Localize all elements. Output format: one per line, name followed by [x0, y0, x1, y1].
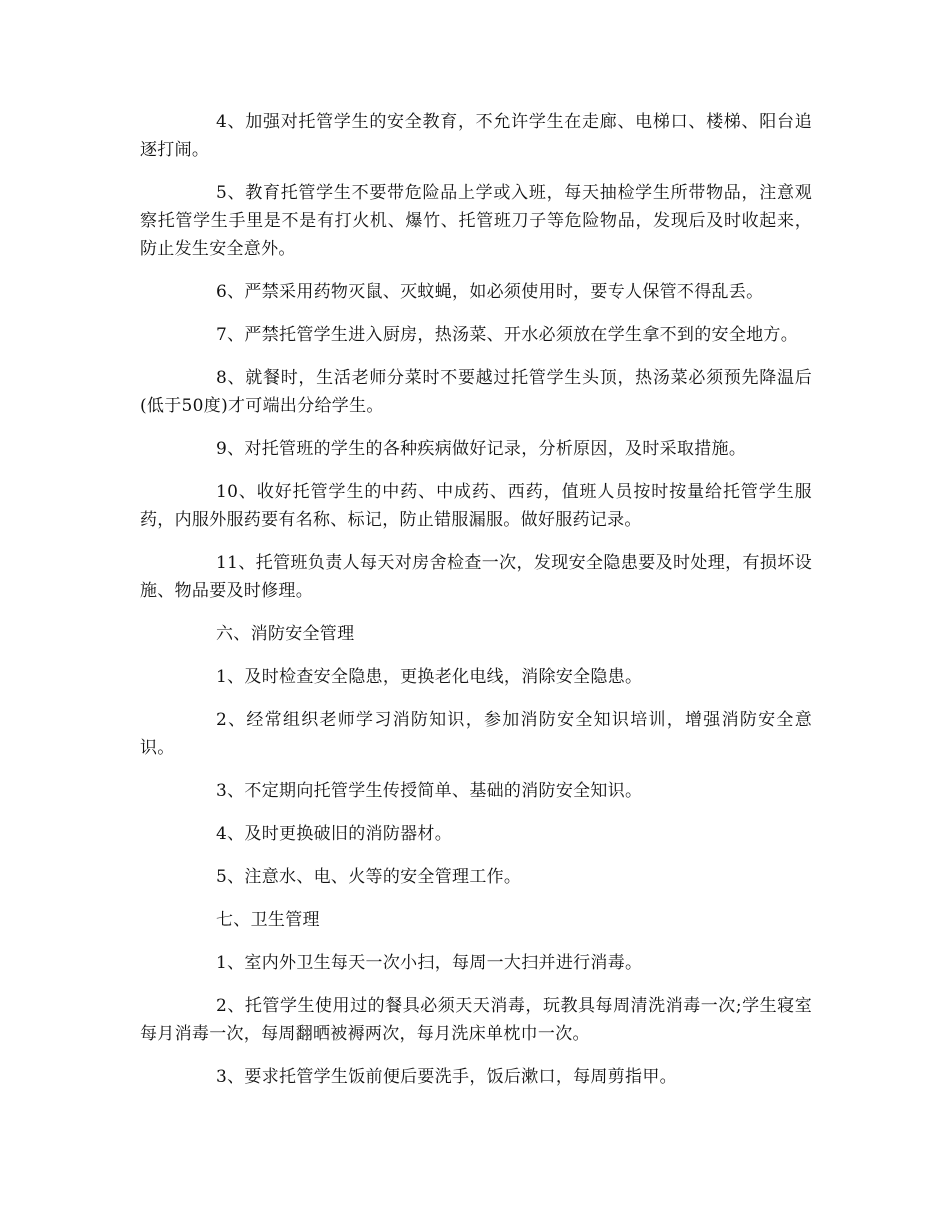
paragraph-kitchen-ban: 7、严禁托管学生进入厨房，热汤菜、开水必须放在学生拿不到的安全地方。 [216, 325, 799, 345]
paragraph-disinfection: 2、托管学生使用过的餐具必须天天消毒，玩教具每周清洗消毒一次;学生寝室每月消毒一次，每周翻晒被褥两次，每月洗床单枕巾一次。 [140, 996, 812, 1044]
paragraph-fire-equipment: 4、及时更换破旧的消防器材。 [216, 824, 453, 844]
paragraph-cleaning: 1、室内外卫生每天一次小扫，每周一大扫并进行消毒。 [216, 953, 643, 973]
paragraph-dangerous-items: 5、教育托管学生不要带危险品上学或入班，每天抽检学生所带物品，注意观察托管学生手里是不是有打火机、爆竹、托管班刀子等危险物品，发现后及时收起来，防止发生安全意外。 [140, 183, 812, 259]
section-heading-hygiene: 七、卫生管理 [216, 910, 320, 930]
paragraph-illness-records: 9、对托管班的学生的各种疾病做好记录，分析原因，及时采取措施。 [216, 439, 747, 459]
paragraph-meal-time: 8、就餐时，生活老师分菜时不要越过托管学生头顶，热汤菜必须预先降温后(低于50度)才可端出分给学生。 [140, 368, 812, 416]
paragraph-pest-control: 6、严禁采用药物灭鼠、灭蚊蝇，如必须使用时，要专人保管不得乱丢。 [216, 282, 764, 302]
paragraph-fire-training: 2、经常组织老师学习消防知识，参加消防安全知识培训，增强消防安全意识。 [140, 710, 812, 758]
document-page [140, 108, 812, 1106]
paragraph-building-inspection: 11、托管班负责人每天对房舍检查一次，发现安全隐患要及时处理，有损坏设施、物品要及时修理。 [140, 553, 812, 601]
paragraph-fire-knowledge: 3、不定期向托管学生传授简单、基础的消防安全知识。 [216, 781, 643, 801]
section-heading-fire-safety: 六、消防安全管理 [216, 624, 355, 644]
paragraph-medicine: 10、收好托管学生的中药、中成药、西药，值班人员按时按量给托管学生服药，内服外服药要有名称、标记，防止错服漏服。做好服药记录。 [140, 482, 812, 530]
paragraph-wiring-check: 1、及时检查安全隐患，更换老化电线，消除安全隐患。 [216, 667, 643, 687]
paragraph-safety-education: 4、加强对托管学生的安全教育，不允许学生在走廊、电梯口、楼梯、阳台追逐打闹。 [140, 112, 812, 160]
paragraph-utility-safety: 5、注意水、电、火等的安全管理工作。 [216, 867, 522, 887]
paragraph-hand-washing: 3、要求托管学生饭前便后要洗手，饭后漱口，每周剪指甲。 [216, 1067, 677, 1087]
